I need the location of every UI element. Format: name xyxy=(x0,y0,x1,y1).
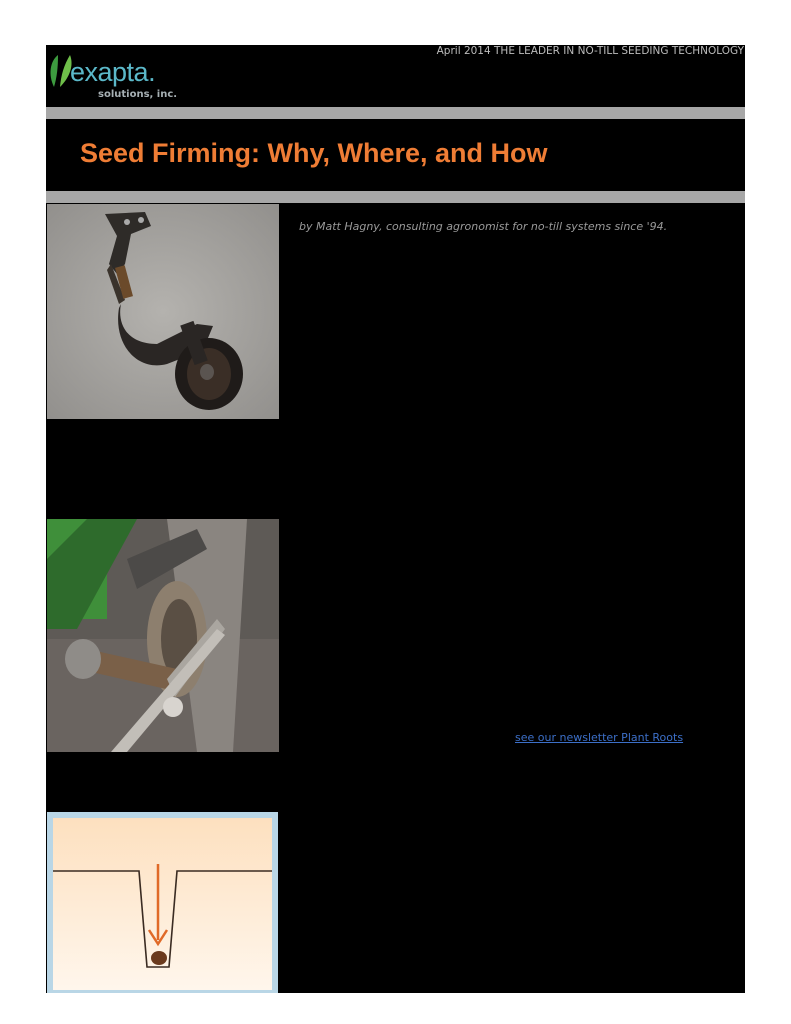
closing-wheel-image xyxy=(47,204,279,419)
closing-wheel-photo xyxy=(47,204,279,419)
article-title: Seed Firming: Why, Where, and How xyxy=(80,138,548,168)
newsletter-page xyxy=(46,45,745,993)
author-byline: by Matt Hagny, consulting agronomist for no-till systems since '94. xyxy=(299,220,668,233)
plant-roots-link[interactable]: see our newsletter Plant Roots xyxy=(515,731,684,744)
seed-furrow-illustration xyxy=(47,812,278,993)
masthead xyxy=(46,45,745,107)
issue-tagline: April 2014 THE LEADER IN NO-TILL SEEDING TECHNOLOGY xyxy=(436,45,744,57)
firming-wheel-photo xyxy=(47,519,279,752)
logo-subtitle: solutions, inc. xyxy=(98,89,178,100)
logo-wordmark: exapta. xyxy=(70,57,156,87)
title-divider xyxy=(46,191,745,203)
firming-wheel-image xyxy=(47,519,279,752)
seed-furrow-diagram xyxy=(47,812,278,993)
top-divider xyxy=(46,107,745,119)
exapta-logo xyxy=(48,49,208,105)
